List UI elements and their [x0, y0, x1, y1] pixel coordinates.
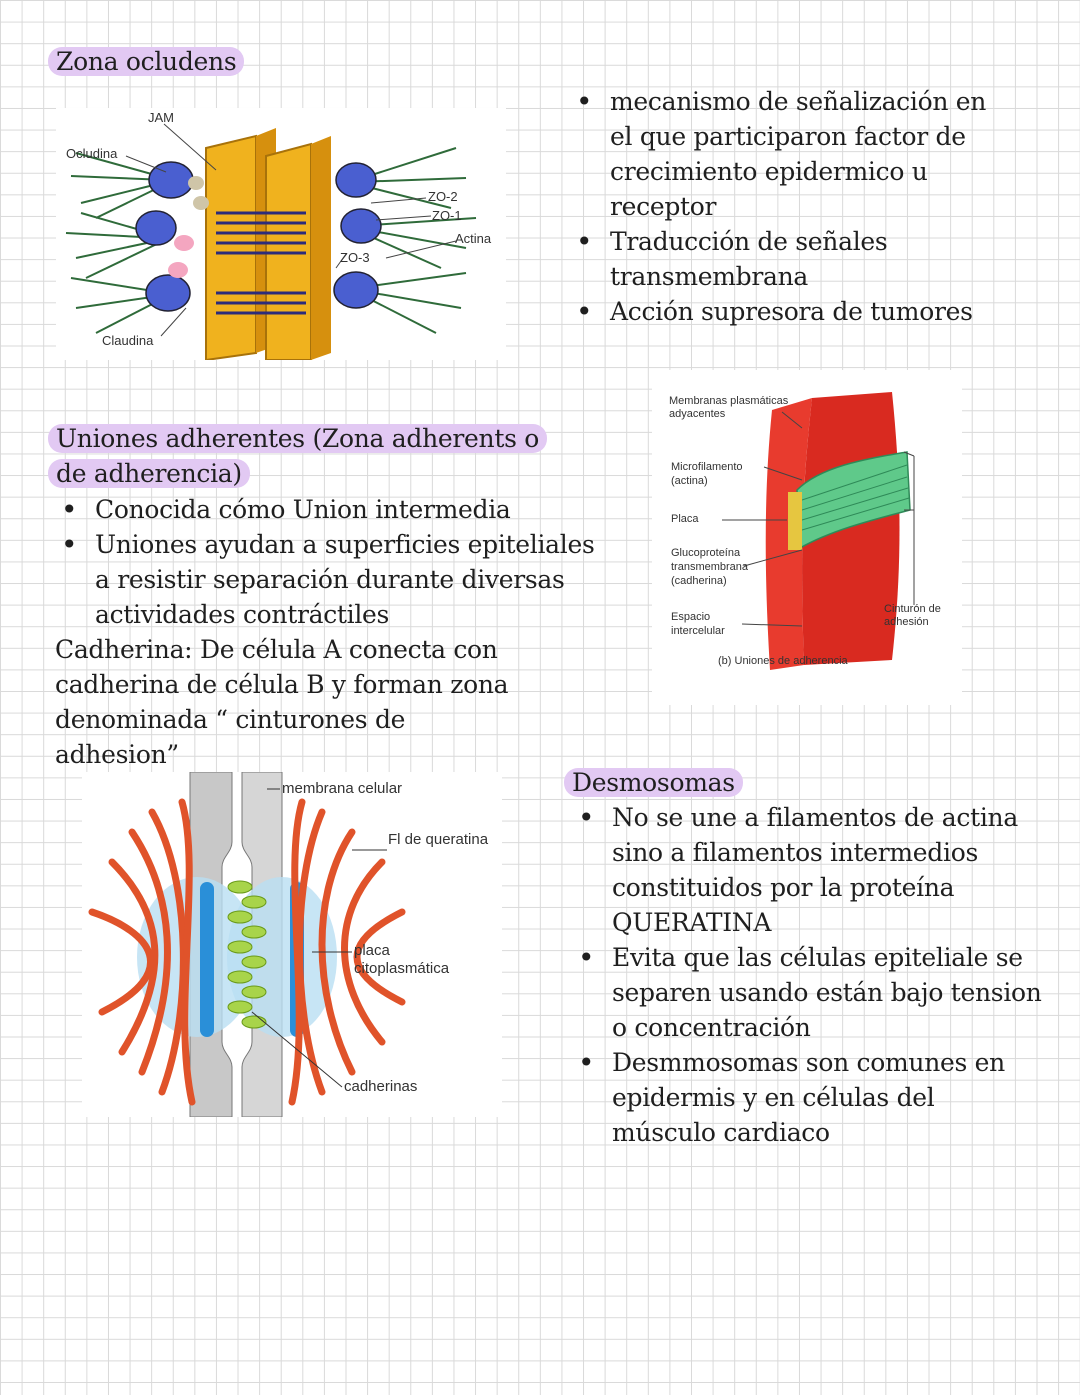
label-actina: Actina [455, 231, 492, 246]
cadherina-paragraph: Cadherina: De célula A conecta con cadherina de célula B y forman zona denominada “ cinturones de adhesion” [55, 635, 509, 769]
label-cinturon: Cinturón de adhesión [884, 603, 941, 628]
zona-ocludens-figure [56, 108, 506, 360]
label-microfilamento: Microfilamento (actina) [671, 461, 743, 487]
label-membrana-celular: membrana celular [282, 780, 403, 797]
label-espacio: Espacio intercelular [671, 611, 725, 637]
list-item: • Conocida cómo Union intermedia [55, 492, 600, 527]
label-glucoproteina: Glucoproteína transmembrana (cadherina) [671, 547, 749, 587]
label-ocludina: Ocludina [66, 146, 118, 161]
zona-ocludens-list [570, 84, 1010, 329]
label-zo1: ZO-1 [432, 208, 462, 223]
label-membranas: Membranas plasmáticas adyacentes [669, 395, 789, 420]
label-claudina: Claudina [102, 333, 154, 348]
list-item: • No se une a filamentos de actina sino a filamentos intermedios constituidos por la proteína QUERATINA [572, 800, 1042, 940]
uniones-adherentes-heading [48, 421, 568, 491]
zona-ocludens-title: Zona ocludens [48, 47, 244, 76]
membrane-right-side [311, 136, 331, 360]
figure-caption: (b) Uniones de adherencia [718, 655, 848, 667]
list-item: • Uniones ayudan a superficies epiteliales a resistir separación durante diversas actividades contráctiles [55, 527, 600, 632]
plaque [788, 492, 802, 550]
plaque-left [200, 882, 214, 1037]
label-cadherinas: cadherinas [344, 1078, 418, 1095]
label-jam: JAM [148, 110, 174, 125]
desmosoma-figure [82, 772, 502, 1117]
uniones-adherencia-figure [652, 370, 962, 705]
zona-ocludens-heading [48, 44, 244, 79]
tight-junction-diagram [56, 108, 506, 360]
uniones-adherentes-list [55, 492, 600, 632]
desmosomas-list [572, 800, 1042, 1150]
list-item: • Desmmosomas son comunes en epidermis y en células del músculo cardiaco [572, 1045, 1042, 1150]
list-item: • Traducción de señales transmembrana [570, 224, 1010, 294]
membrane-left [206, 136, 256, 360]
list-item: • Acción supresora de tumores [570, 294, 1010, 329]
label-zo3: ZO-3 [340, 250, 370, 265]
list-item: • mecanismo de señalización en el que participaron factor de crecimiento epidermico u receptor [570, 84, 1010, 224]
list-item: • Evita que las células epiteliale se separen usando están bajo tension o concentración [572, 940, 1042, 1045]
label-placa: Placa [671, 513, 699, 525]
desmosomas-title: Desmosomas [564, 768, 743, 797]
label-zo2: ZO-2 [428, 189, 458, 204]
uniones-adherentes-title: Uniones adherentes (Zona adherents o de adherencia) [48, 424, 547, 488]
label-queratina: Fl de queratina [388, 831, 489, 848]
label-placa: placa citoplasmática [354, 942, 450, 977]
desmosomas-heading [564, 765, 743, 800]
